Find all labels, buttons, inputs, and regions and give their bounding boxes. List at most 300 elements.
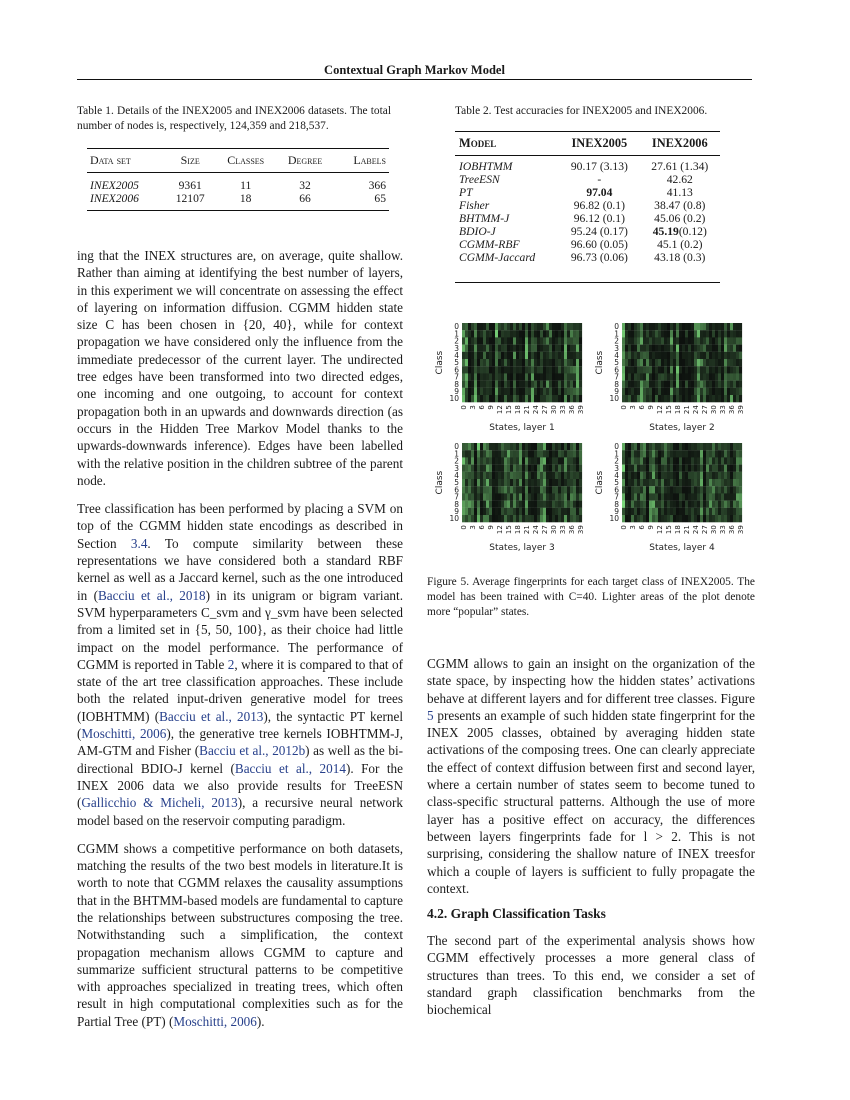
heatmap-cell — [540, 359, 543, 366]
x-tick-label: 24 — [691, 405, 700, 415]
text-run: ). For the INEX 2006 data we also provide results for TreeESN ( — [77, 760, 403, 811]
heatmap-cell — [658, 395, 661, 402]
heatmap-cell — [501, 450, 504, 457]
heatmap-cell — [715, 330, 718, 337]
heatmap-cell — [477, 443, 480, 450]
heatmap-cell — [549, 373, 552, 380]
table-ref-link[interactable]: 2 — [227, 656, 235, 672]
heatmap-cell — [622, 457, 625, 464]
heatmap-cell — [697, 345, 700, 352]
heatmap-cell — [555, 486, 558, 493]
heatmap-cell — [736, 345, 739, 352]
y-tick-label: 3 — [614, 463, 619, 473]
heatmap-cell — [637, 450, 640, 457]
heatmap-cell — [718, 337, 721, 344]
heatmap-cell — [652, 352, 655, 359]
heatmap-cell — [570, 508, 573, 515]
heatmap-cell — [727, 323, 730, 330]
heatmap-cell — [715, 443, 718, 450]
heatmap-cell — [522, 493, 525, 500]
text-run: ) in its unigram or bigram variant. SVM hyperparameters C_svm and γ_svm have been selected from a limited set in {5, 50, 100}, as their choice had little impact on the model performance. The performance of CGMM is reported in Table — [77, 587, 403, 672]
heatmap-cell — [640, 515, 643, 522]
heatmap-cell — [676, 508, 679, 515]
heatmap-cell — [739, 515, 742, 522]
table1-header-cell: Data set — [90, 153, 131, 167]
heatmap-cell — [531, 323, 534, 330]
heatmap-cell — [637, 395, 640, 402]
heatmap-cell — [718, 465, 721, 472]
heatmap-cell — [727, 457, 730, 464]
heatmap-cell — [685, 515, 688, 522]
heatmap-cell — [727, 388, 730, 395]
heatmap-cell — [480, 508, 483, 515]
figure5-caption-text: Average fingerprints for each target class of INEX2005. The model has been trained with C=40. Lighter areas of the plot denote more “popular” states. — [427, 576, 755, 618]
heatmap-cell — [498, 337, 501, 344]
heatmap-cell — [640, 486, 643, 493]
heatmap-cell — [573, 352, 576, 359]
heatmap-cell — [549, 493, 552, 500]
heatmap-cell — [528, 486, 531, 493]
citation-link[interactable]: Bacciu et al., 2014 — [234, 760, 346, 776]
heatmap-cell — [631, 450, 634, 457]
heatmap-cell — [525, 366, 528, 373]
heatmap-cell — [558, 465, 561, 472]
heatmap-cell — [525, 501, 528, 508]
heatmap-cell — [652, 508, 655, 515]
heatmap-cell — [631, 479, 634, 486]
table-row — [87, 192, 389, 211]
heatmap-cell — [540, 443, 543, 450]
heatmap-cell — [631, 486, 634, 493]
heatmap-cell — [733, 388, 736, 395]
heatmap-cell — [492, 450, 495, 457]
y-tick-label: 2 — [614, 336, 619, 346]
heatmap-cell — [709, 508, 712, 515]
heatmap-cell — [706, 457, 709, 464]
heatmap-cell — [622, 345, 625, 352]
heatmap-cell — [706, 388, 709, 395]
heatmap-cell — [727, 472, 730, 479]
heatmap-cell — [733, 508, 736, 515]
heatmap-cell — [543, 366, 546, 373]
heatmap-cell — [655, 465, 658, 472]
heatmap-cell — [507, 479, 510, 486]
heatmap-cell — [637, 359, 640, 366]
heatmap-cell — [561, 515, 564, 522]
heatmap-cell — [664, 486, 667, 493]
heatmap-cell — [465, 388, 468, 395]
heatmap-cell — [622, 373, 625, 380]
y-tick-label: 0 — [614, 322, 619, 332]
citation-link[interactable]: Bacciu et al., 2013 — [159, 708, 264, 724]
heatmap-cell — [537, 450, 540, 457]
heatmap-cell — [543, 373, 546, 380]
heatmap-cell — [697, 352, 700, 359]
heatmap-cell — [486, 366, 489, 373]
heatmap-cell — [673, 330, 676, 337]
y-tick-label: 7 — [614, 372, 619, 382]
heatmap-cell — [552, 388, 555, 395]
heatmap-cell — [685, 501, 688, 508]
heatmap-cell — [712, 388, 715, 395]
heatmap-cell — [480, 443, 483, 450]
heatmap-cell — [730, 337, 733, 344]
heatmap-cell — [504, 457, 507, 464]
heatmap-cell — [664, 501, 667, 508]
heatmap-cell — [489, 493, 492, 500]
heatmap-cell — [658, 388, 661, 395]
heatmap-cell — [552, 337, 555, 344]
heatmap-cell — [670, 450, 673, 457]
heatmap-cell — [546, 508, 549, 515]
heatmap-cell — [703, 381, 706, 388]
heatmap-cell — [628, 359, 631, 366]
heatmap-cell — [513, 359, 516, 366]
heatmap-cell — [655, 450, 658, 457]
heatmap-cell — [525, 337, 528, 344]
heatmap-cell — [700, 493, 703, 500]
heatmap-cell — [712, 493, 715, 500]
x-tick-label: 0 — [619, 525, 628, 530]
citation-link[interactable]: Bacciu et al., 2018 — [98, 587, 206, 603]
heatmap-cell — [628, 479, 631, 486]
heatmap-cell — [486, 388, 489, 395]
heatmap-cell — [477, 457, 480, 464]
heatmap-cell — [631, 515, 634, 522]
heatmap-cell — [643, 337, 646, 344]
heatmap-cell — [727, 373, 730, 380]
heatmap-cell — [628, 493, 631, 500]
citation-link[interactable]: Bacciu et al., 2012b — [199, 743, 306, 759]
heatmap-cell — [724, 486, 727, 493]
heatmap-cell — [703, 515, 706, 522]
heatmap-cell — [625, 373, 628, 380]
citation-link[interactable]: Moschitti, 2006 — [81, 726, 167, 742]
heatmap-cell — [528, 345, 531, 352]
heatmap-cell — [715, 359, 718, 366]
heatmap-cell — [543, 330, 546, 337]
heatmap-cell — [519, 450, 522, 457]
heatmap-cell — [730, 395, 733, 402]
heatmap-cell — [537, 395, 540, 402]
heatmap-cell — [561, 352, 564, 359]
heatmap-cell — [631, 337, 634, 344]
heatmap-cell — [679, 465, 682, 472]
heatmap-cell — [462, 366, 465, 373]
table1 — [87, 148, 389, 211]
heatmap-cell — [679, 373, 682, 380]
heatmap-cell — [495, 508, 498, 515]
heatmap-cell — [679, 330, 682, 337]
heatmap-cell — [489, 345, 492, 352]
heatmap-cell — [730, 359, 733, 366]
heatmap-cell — [492, 330, 495, 337]
heatmap-cell — [477, 493, 480, 500]
figure-ref-link[interactable]: 5 — [427, 707, 434, 723]
heatmap-cell — [483, 501, 486, 508]
heatmap-cell — [667, 515, 670, 522]
heatmap-cell — [468, 366, 471, 373]
heatmap-cell — [564, 366, 567, 373]
heatmap-cell — [727, 443, 730, 450]
heatmap-cell — [489, 323, 492, 330]
heatmap-cell — [471, 345, 474, 352]
heatmap-cell — [474, 486, 477, 493]
y-tick-label: 9 — [614, 507, 619, 516]
heatmap-cell — [688, 479, 691, 486]
heatmap-cell — [655, 515, 658, 522]
heatmap-cell — [471, 486, 474, 493]
heatmap-cell — [516, 388, 519, 395]
heatmap-cell — [724, 337, 727, 344]
section-ref-link[interactable]: 3.4 — [130, 535, 148, 551]
heatmap-cell — [519, 472, 522, 479]
heatmap-cell — [576, 373, 579, 380]
heatmap-cell — [576, 345, 579, 352]
heatmap-cell — [706, 443, 709, 450]
heatmap-cell — [658, 472, 661, 479]
heatmap-cell — [543, 352, 546, 359]
heatmap-cell — [549, 486, 552, 493]
heatmap-cell — [712, 330, 715, 337]
heatmap-cell — [631, 395, 634, 402]
running-header: Contextual Graph Markov Model — [324, 63, 505, 77]
heatmap-cell — [691, 366, 694, 373]
heatmap-cell — [534, 501, 537, 508]
heatmap-cell — [516, 443, 519, 450]
heatmap-cell — [730, 479, 733, 486]
heatmap-cell — [492, 515, 495, 522]
heatmap-cell — [537, 486, 540, 493]
y-axis-label: Class — [595, 350, 605, 375]
heatmap-cell — [727, 352, 730, 359]
heatmap-cell — [655, 508, 658, 515]
heatmap-cell — [501, 352, 504, 359]
heatmap-cell — [498, 479, 501, 486]
heatmap-cell — [682, 479, 685, 486]
heatmap-cell — [673, 450, 676, 457]
heatmap-cell — [655, 501, 658, 508]
heatmap-cell — [558, 345, 561, 352]
heatmap-cell — [682, 388, 685, 395]
heatmap-cell — [697, 443, 700, 450]
heatmap-cell — [471, 330, 474, 337]
heatmap-cell — [480, 359, 483, 366]
heatmap-cell — [718, 479, 721, 486]
x-tick-label: 0 — [619, 405, 628, 410]
heatmap-cell — [498, 465, 501, 472]
heatmap-cell — [567, 395, 570, 402]
heatmap-cell — [546, 345, 549, 352]
heatmap-cell — [649, 486, 652, 493]
heatmap-cell — [477, 323, 480, 330]
heatmap-cell — [489, 330, 492, 337]
heatmap-cell — [519, 330, 522, 337]
heatmap-cell — [712, 457, 715, 464]
heatmap-cell — [525, 373, 528, 380]
heatmap-cell — [676, 388, 679, 395]
heatmap-cell — [561, 443, 564, 450]
heatmap-cell — [531, 381, 534, 388]
heatmap-cell — [498, 395, 501, 402]
heatmap-cell — [694, 465, 697, 472]
heatmap-cell — [495, 493, 498, 500]
heatmap-cell — [637, 515, 640, 522]
heatmap-cell — [474, 450, 477, 457]
heatmap-cell — [564, 359, 567, 366]
heatmap-cell — [706, 395, 709, 402]
heatmap-cell — [477, 359, 480, 366]
heatmap-cell — [465, 443, 468, 450]
heatmap-cell — [564, 345, 567, 352]
citation-link[interactable]: Gallicchio & Micheli, 2013 — [81, 795, 238, 811]
heatmap-cell — [528, 330, 531, 337]
heatmap-cell — [685, 345, 688, 352]
heatmap-cell — [733, 465, 736, 472]
heatmap-cell — [640, 443, 643, 450]
heatmap-cell — [670, 443, 673, 450]
table1-header-cell: Labels — [353, 153, 386, 167]
heatmap-cell — [664, 479, 667, 486]
heatmap-cell — [721, 381, 724, 388]
heatmap-cell — [646, 443, 649, 450]
y-tick-label: 1 — [614, 329, 619, 339]
table2-cell: 45.1 (0.2) — [657, 238, 703, 251]
heatmap-cell — [628, 381, 631, 388]
heatmap-cell — [525, 345, 528, 352]
heatmap-cell — [640, 381, 643, 388]
heatmap-cell — [652, 395, 655, 402]
heatmap-cell — [501, 345, 504, 352]
heatmap-cell — [516, 366, 519, 373]
heatmap-cell — [522, 388, 525, 395]
heatmap-cell — [622, 515, 625, 522]
heatmap-cell — [558, 486, 561, 493]
heatmap-cell — [483, 443, 486, 450]
heatmap-cell — [552, 352, 555, 359]
heatmap-cell — [628, 323, 631, 330]
heatmap-cell — [637, 373, 640, 380]
x-tick-label: 36 — [727, 405, 736, 415]
heatmap-cell — [492, 337, 495, 344]
header-rule — [77, 79, 752, 80]
heatmap-cell — [661, 457, 664, 464]
heatmap-cell — [718, 323, 721, 330]
heatmap-cell — [703, 479, 706, 486]
heatmap-cell — [486, 359, 489, 366]
heatmap-cell — [670, 345, 673, 352]
heatmap-cell — [733, 373, 736, 380]
heatmap-cell — [667, 472, 670, 479]
heatmap-cell — [733, 443, 736, 450]
heatmap-cell — [622, 381, 625, 388]
heatmap-cell — [489, 352, 492, 359]
heatmap-cell — [558, 443, 561, 450]
heatmap-cell — [474, 345, 477, 352]
heatmap-cell — [724, 395, 727, 402]
heatmap-cell — [501, 366, 504, 373]
heatmap-cell — [706, 515, 709, 522]
heatmap-cell — [739, 486, 742, 493]
heatmap-cell — [579, 388, 582, 395]
heatmap-cell — [510, 479, 513, 486]
heatmap-cell — [480, 479, 483, 486]
heatmap-cell — [483, 330, 486, 337]
heatmap-cell — [564, 465, 567, 472]
heatmap-cell — [733, 359, 736, 366]
heatmap-cell — [706, 472, 709, 479]
heatmap-cell — [679, 388, 682, 395]
heatmap-cell — [667, 443, 670, 450]
heatmap-cell — [682, 443, 685, 450]
table2-cell: BDIO-J — [459, 225, 496, 238]
heatmap-cell — [655, 373, 658, 380]
heatmap-cell — [525, 395, 528, 402]
heatmap-cell — [564, 381, 567, 388]
heatmap-cell — [516, 479, 519, 486]
heatmap-cell — [510, 388, 513, 395]
heatmap-cell — [643, 381, 646, 388]
x-tick-label: 15 — [664, 405, 673, 415]
heatmap-cell — [474, 465, 477, 472]
heatmap-cell — [477, 450, 480, 457]
heatmap-cell — [507, 472, 510, 479]
heatmap-cell — [670, 472, 673, 479]
heatmap-cell — [576, 486, 579, 493]
heatmap-cell — [712, 359, 715, 366]
heatmap-cell — [498, 381, 501, 388]
heatmap-cell — [483, 395, 486, 402]
heatmap-cell — [688, 373, 691, 380]
heatmap-cell — [483, 388, 486, 395]
heatmap-cell — [727, 366, 730, 373]
heatmap-cell — [537, 457, 540, 464]
heatmap-cell — [498, 388, 501, 395]
heatmap-cell — [480, 395, 483, 402]
heatmap-cell — [558, 472, 561, 479]
heatmap-cell — [625, 501, 628, 508]
heatmap-cell — [661, 359, 664, 366]
heatmap-cell — [658, 457, 661, 464]
heatmap-cell — [730, 373, 733, 380]
table1-caption-text: Details of the INEX2005 and INEX2006 datasets. The total number of nodes is, respectively, 124,359 and 218,537. — [77, 105, 391, 132]
heatmap-cell — [468, 508, 471, 515]
heatmap-cell — [534, 345, 537, 352]
heatmap-cell — [564, 486, 567, 493]
heatmap-cell — [474, 472, 477, 479]
heatmap-cell — [733, 330, 736, 337]
heatmap-cell — [507, 381, 510, 388]
heatmap-cell — [709, 479, 712, 486]
heatmap-cell — [492, 508, 495, 515]
heatmap-cell — [697, 457, 700, 464]
heatmap-cell — [474, 323, 477, 330]
citation-link[interactable]: Moschitti, 2006 — [173, 1013, 257, 1029]
heatmap-cell — [721, 479, 724, 486]
heatmap-cell — [652, 373, 655, 380]
heatmap-cell — [465, 515, 468, 522]
heatmap-cell — [664, 359, 667, 366]
heatmap-cell — [525, 450, 528, 457]
heatmap-cell — [498, 373, 501, 380]
heatmap-cell — [492, 395, 495, 402]
heatmap-cell — [471, 381, 474, 388]
heatmap-cell — [474, 479, 477, 486]
heatmap-cell — [688, 366, 691, 373]
heatmap-cell — [537, 359, 540, 366]
left-column — [77, 247, 403, 1041]
heatmap-cell — [676, 515, 679, 522]
